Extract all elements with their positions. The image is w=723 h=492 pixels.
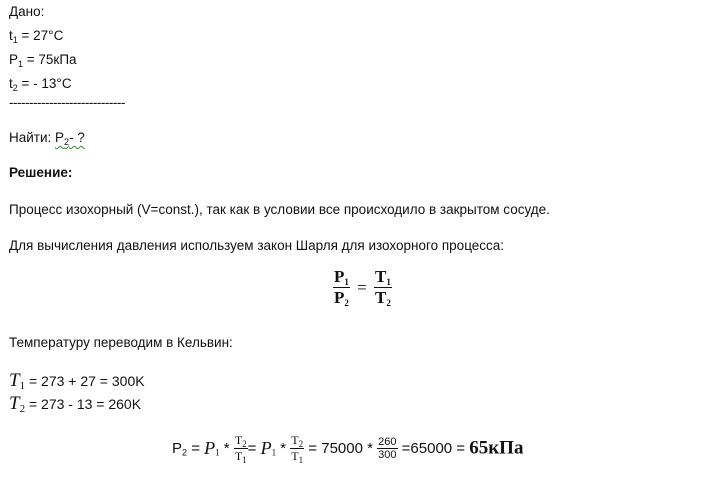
given-t2: $t_2$ = - 13°C [9,76,72,93]
fraction-t2-t1-b: $\frac{T_2}{T_1}$ [291,433,304,465]
solution-heading: Решение: [9,165,73,180]
given-p1: $P_1 = 75кПа$ [9,52,77,69]
fraction-t1-t2: $\frac{T_1}{T_2}$ [374,267,391,308]
kelvin-text: Температуру переводим в Кельвин: [9,335,233,350]
fraction-p1-p2: $\frac{P_1}{P_2}$ [334,267,349,308]
given-separator: ----------------------------- [9,95,125,110]
given-label: Дано: [9,4,45,19]
final-formula: $P_2 = P_1$ * $\frac{T_2}{T_1}$ = $P_1$ * $\frac{T_2}{T_1}$ = 75000 * $\frac{260}{300}$ =65000 = 65кПа [172,433,524,465]
law-text: Для вычисления давления используем закон Шарля для изохорного процесса: [9,238,505,253]
equals-sign: = [357,277,367,297]
charles-law-formula [333,267,392,308]
kelvin-t1: $T_1 = 273 + 27 = 300K$ [9,370,145,392]
given-t1: $t_1 = 27^\circ C$ [9,28,64,45]
process-text: Процесс изохорный (V=const.), так как в условии все происходило в закрытом сосуде. [9,202,550,217]
fraction-260-300: $\frac{260}{300}$ [378,436,397,461]
final-answer: 65кПа [469,437,524,459]
find-line: Найти: $P_2-$ ? [9,130,85,147]
fraction-t2-t1-a: $\frac{T_2}{T_1}$ [234,433,247,465]
kelvin-t2: $T_2 = 273 - 13 = 260K$ [9,393,142,415]
